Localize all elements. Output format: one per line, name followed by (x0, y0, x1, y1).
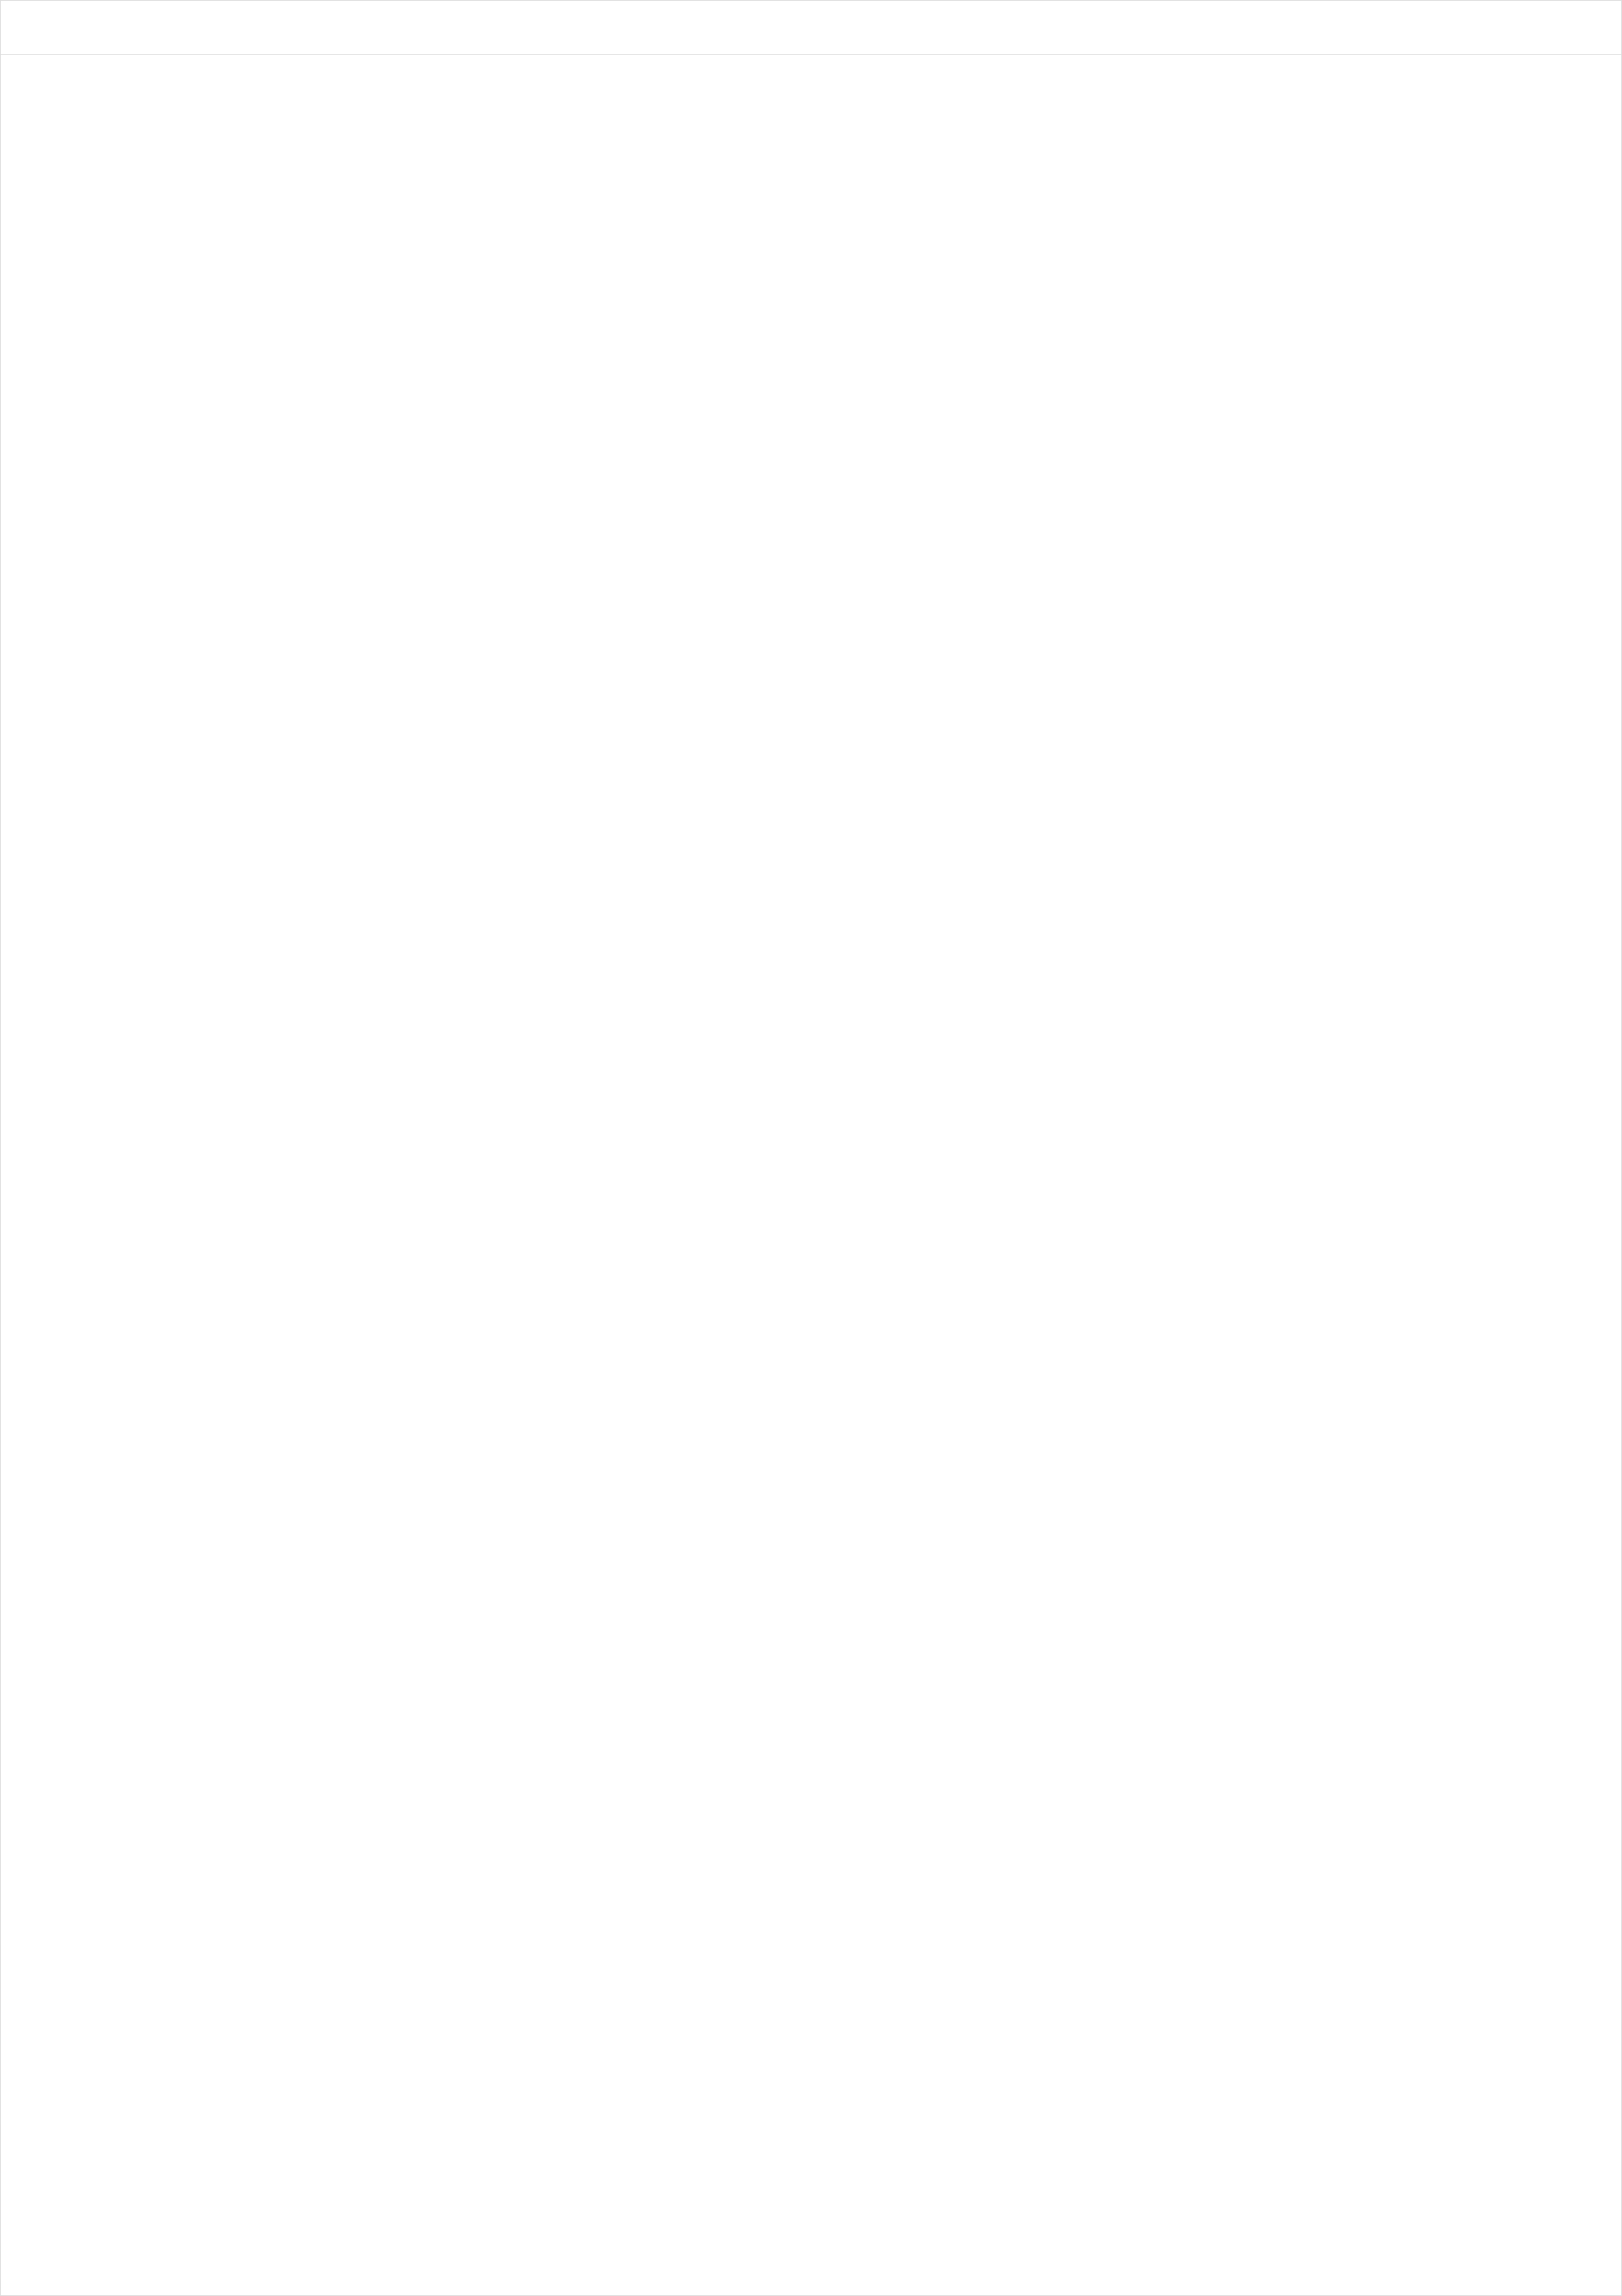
header-bar (1, 1, 1621, 55)
content-area (1, 55, 1621, 2295)
